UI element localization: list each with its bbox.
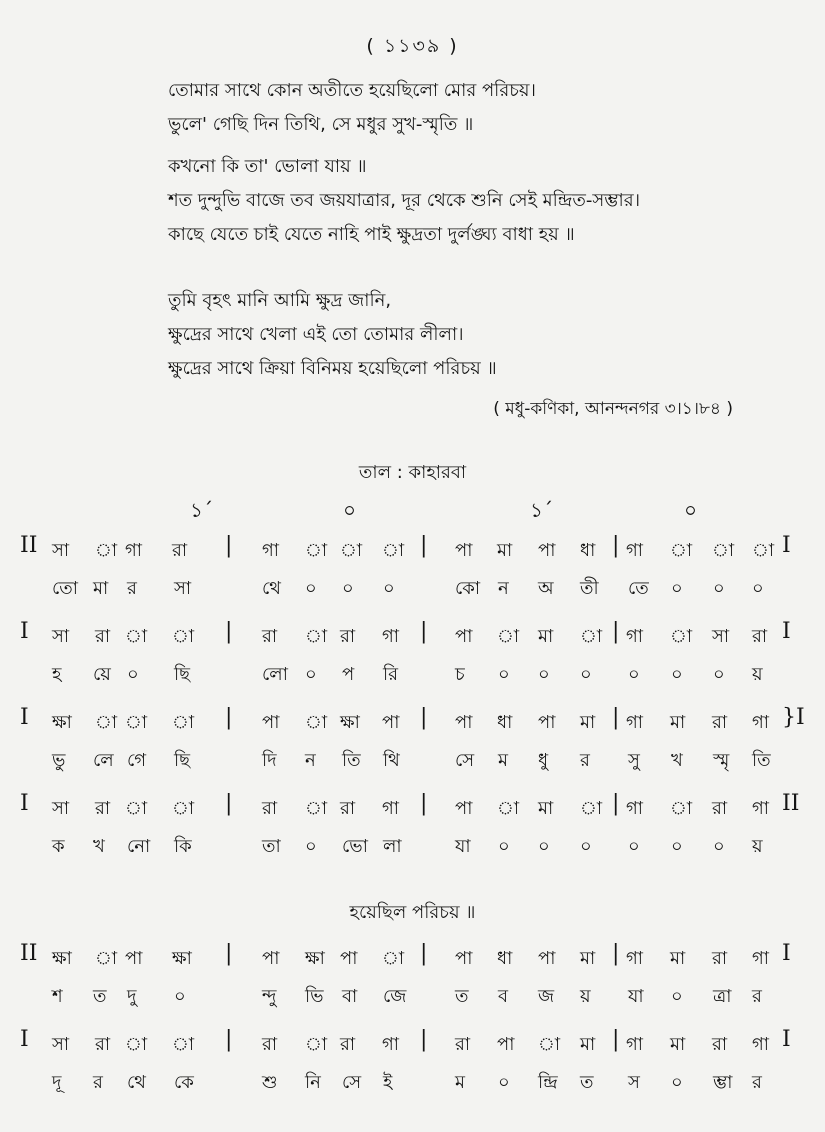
swara-note: গা [752, 798, 770, 819]
swara-note: গা [382, 798, 400, 819]
lyric-syllable: ০ [671, 1072, 683, 1093]
swara-note: মা [670, 712, 686, 733]
lyric-syllable: রি [383, 664, 399, 685]
swara-note: গা [382, 626, 400, 647]
barline: II [782, 791, 800, 816]
swara-note: া [305, 540, 328, 561]
lyric-syllable: ত [580, 1072, 594, 1093]
verse-line: ক্ষুদ্রের সাথে ক্রিয়া বিনিময় হয়েছিলো পরিচয় ॥ [168, 358, 497, 379]
lyric-syllable: প [342, 664, 355, 685]
swara-note: া [172, 1034, 195, 1055]
lyric-syllable: ম্ভা [713, 1072, 733, 1093]
swara-note: রা [340, 1034, 356, 1055]
swara-note: গা [382, 1034, 400, 1055]
swara-note: পা [538, 712, 556, 733]
lyric-syllable: ০ [713, 578, 725, 599]
lyric-syllable: নো [127, 836, 151, 857]
lyric-syllable: ০ [174, 986, 186, 1007]
lyric-syllable: র [752, 986, 762, 1007]
swara-row [0, 619, 825, 652]
lyric-syllable: কি [174, 836, 192, 857]
swara-note: ক্ষা [52, 712, 72, 733]
swara-note: গা [626, 540, 644, 561]
lyric-syllable: সু [628, 750, 640, 771]
barline: | [420, 533, 428, 558]
swara-note: ধা [497, 948, 513, 969]
lyric-syllable: বা [342, 986, 358, 1007]
lyric-syllable: কে [174, 1072, 194, 1093]
notation-line [0, 1027, 825, 1110]
notation-line [0, 705, 825, 788]
lyric-syllable: ন [305, 750, 316, 771]
swara-note: া [125, 626, 148, 647]
barline: II [20, 941, 38, 966]
lyric-syllable: র [127, 578, 137, 599]
swara-note: রা [172, 540, 188, 561]
barline: | [225, 705, 233, 730]
lyric-syllable: ত [455, 986, 469, 1007]
barline: I [20, 791, 29, 816]
notation-line [0, 619, 825, 702]
lyric-syllable: ০ [498, 1072, 510, 1093]
lyric-syllable: র [580, 750, 590, 771]
swara-note: গা [262, 540, 280, 561]
swara-note: া [538, 1034, 561, 1055]
barline: | [225, 533, 233, 558]
swara-note: পা [262, 712, 280, 733]
barline: | [420, 705, 428, 730]
lyric-syllable: লো [262, 664, 288, 685]
lyric-syllable: তি [342, 750, 361, 771]
swara-note: মা [580, 1034, 596, 1055]
swara-note: া [125, 712, 148, 733]
swara-note: া [95, 948, 118, 969]
swara-note: া [670, 798, 693, 819]
lyric-syllable: ০ [305, 836, 317, 857]
swara-row [0, 1027, 825, 1060]
lyric-syllable: হ [52, 664, 62, 685]
lyric-syllable: গে [127, 750, 147, 771]
lyric-syllable: সে [455, 750, 475, 771]
swara-note: সা [52, 798, 70, 819]
barline: | [420, 791, 428, 816]
verse-line: ভুলে' গেছি দিন তিথি, সে মধুর সুখ-স্মৃতি ॥ [168, 114, 474, 135]
lyric-syllable: থে [127, 1072, 146, 1093]
swara-note: রা [340, 626, 356, 647]
lyric-syllable: তী [580, 578, 599, 599]
lyric-row [0, 746, 825, 776]
swara-note: া [670, 626, 693, 647]
swara-note: রা [712, 1034, 728, 1055]
swara-note: রা [95, 626, 111, 647]
swara-note: গা [125, 540, 143, 561]
swara-note: রা [712, 798, 728, 819]
lyric-syllable: ০ [671, 664, 683, 685]
lyric-syllable: ০ [752, 578, 764, 599]
lyric-syllable: ম [498, 750, 508, 771]
lyric-syllable: সে [342, 1072, 362, 1093]
lyric-syllable: ০ [342, 578, 354, 599]
lyric-syllable: তা [262, 836, 281, 857]
lyric-syllable: ০ [305, 578, 317, 599]
lyric-syllable: ০ [580, 664, 592, 685]
swara-note: া [497, 626, 520, 647]
swara-note: পা [262, 948, 280, 969]
swara-note: া [172, 798, 195, 819]
verse-line: ক্ষুদ্রের সাথে খেলা এই তো তোমার লীলা। [168, 324, 464, 345]
lyric-syllable: শু [262, 1072, 278, 1093]
swara-note: মা [580, 948, 596, 969]
barline: | [420, 941, 428, 966]
swara-note: রা [262, 798, 278, 819]
swara-note: া [497, 798, 520, 819]
swara-note: রা [262, 1034, 278, 1055]
swara-note: া [340, 540, 363, 561]
lyric-syllable: ভু [52, 750, 66, 771]
swara-note: মা [670, 948, 686, 969]
lyric-syllable: তো [52, 578, 79, 599]
lyric-syllable: ০ [498, 664, 510, 685]
lyric-syllable: ০ [713, 836, 725, 857]
lyric-syllable: ০ [713, 664, 725, 685]
lyric-syllable: ই [383, 1072, 393, 1093]
verse-line: তোমার সাথে কোন অতীতে হয়েছিলো মোর পরিচয়। [168, 80, 536, 101]
swara-note: ক্ষা [172, 948, 192, 969]
verse-line: কাছে যেতে চাই যেতে নাহি পাই ক্ষুদ্রতা দুর্লঙ্ঘ্য বাধা হয় ॥ [168, 224, 575, 245]
notation-line [0, 533, 825, 616]
lyric-syllable: ক [52, 836, 65, 857]
lyric-syllable: জে [383, 986, 407, 1007]
swara-note: পা [340, 948, 358, 969]
swara-row [0, 941, 825, 974]
lyric-syllable: খ [93, 836, 105, 857]
lyric-syllable: ত্রা [713, 986, 732, 1007]
lyric-syllable: জ [538, 986, 555, 1007]
barline: | [420, 1027, 428, 1052]
lyric-syllable: নি [305, 1072, 321, 1093]
swara-note: রা [95, 798, 111, 819]
verse-line: কখনো কি তা' ভোলা যায় ॥ [168, 156, 367, 177]
swara-note: া [125, 1034, 148, 1055]
swara-note: া [125, 798, 148, 819]
lyric-syllable: র [752, 1072, 762, 1093]
lyric-syllable: য় [752, 664, 763, 685]
lyric-syllable: দি [262, 750, 277, 771]
beat-mark: ০ [343, 498, 357, 522]
lyric-syllable: চ [455, 664, 465, 685]
lyric-syllable: ছি [174, 664, 191, 685]
lyric-syllable: যা [455, 836, 471, 857]
verse-line: শত দুন্দুভি বাজে তব জয়যাত্রার, দূর থেকে শুনি সেই মন্দ্রিত-সম্ভার। [168, 190, 641, 211]
swara-note: পা [455, 948, 473, 969]
lyric-syllable: শ [52, 986, 63, 1007]
lyric-syllable: ছি [174, 750, 191, 771]
swara-note: া [305, 626, 328, 647]
barline: | [420, 619, 428, 644]
barline: I [782, 941, 791, 966]
swara-note: রা [712, 712, 728, 733]
swara-note: গা [626, 1034, 644, 1055]
lyric-syllable: ০ [383, 578, 395, 599]
lyric-syllable: ০ [498, 836, 510, 857]
taal-heading: তাল : কাহারবা [358, 462, 467, 483]
lyric-syllable: স্মৃ [713, 750, 730, 771]
barline: I [782, 1027, 791, 1052]
lyric-syllable: য় [752, 836, 763, 857]
swara-note: গা [752, 1034, 770, 1055]
swara-note: গা [626, 712, 644, 733]
barline: | [612, 533, 620, 558]
lyrics-stanza-1 [168, 74, 808, 142]
swara-note: পা [455, 540, 473, 561]
swara-row [0, 533, 825, 566]
swara-note: পা [455, 626, 473, 647]
swara-note: সা [52, 540, 70, 561]
swara-note: া [172, 712, 195, 733]
swara-note: া [382, 540, 405, 561]
swara-note: রা [752, 626, 768, 647]
lyric-syllable: যা [628, 986, 644, 1007]
barline: I [782, 533, 791, 558]
swara-note: সা [52, 1034, 70, 1055]
lyric-syllable: সা [174, 578, 192, 599]
barline: | [612, 941, 620, 966]
lyric-syllable: তে [628, 578, 649, 599]
swara-note: রা [95, 1034, 111, 1055]
lyric-syllable: লে [93, 750, 114, 771]
lyric-row [0, 982, 825, 1012]
swara-note: রা [712, 948, 728, 969]
swara-note: গা [626, 626, 644, 647]
lyric-syllable: ০ [538, 836, 550, 857]
lyric-row [0, 574, 825, 604]
barline: II [20, 533, 38, 558]
swara-note: পা [455, 798, 473, 819]
lyric-row [0, 660, 825, 690]
lyric-syllable: ০ [538, 664, 550, 685]
lyric-row [0, 832, 825, 862]
swara-note: গা [626, 798, 644, 819]
swara-note: মা [670, 1034, 686, 1055]
beat-marks [0, 496, 825, 524]
beat-mark: ১´ [190, 498, 213, 522]
lyric-syllable: ভি [305, 986, 324, 1007]
lyric-syllable: ০ [580, 836, 592, 857]
swara-note: রা [340, 798, 356, 819]
lyric-syllable: ০ [305, 664, 317, 685]
lyric-syllable: তি [752, 750, 771, 771]
swara-note: া [95, 712, 118, 733]
swara-note: ধা [580, 540, 596, 561]
notation-line [0, 791, 825, 874]
lyric-syllable: দূ [52, 1072, 62, 1093]
swara-note: া [305, 798, 328, 819]
barline: I [782, 619, 791, 644]
lyric-syllable: মা [93, 578, 109, 599]
barline: | [225, 941, 233, 966]
lyric-syllable: কো [455, 578, 481, 599]
lyric-syllable: ব [498, 986, 509, 1007]
swara-row [0, 705, 825, 738]
barline: }I [782, 705, 805, 730]
swara-note: রা [455, 1034, 471, 1055]
lyrics-stanza-2 [168, 150, 808, 252]
lyric-syllable: ম [455, 1072, 465, 1093]
swara-note: া [172, 626, 195, 647]
lyric-syllable: ভো [342, 836, 368, 857]
swara-note: সা [712, 626, 730, 647]
barline: | [225, 791, 233, 816]
swara-note: া [305, 1034, 328, 1055]
swara-note: া [712, 540, 735, 561]
lyric-syllable: য় [580, 986, 591, 1007]
lyric-syllable: য়ে [93, 664, 111, 685]
lyric-syllable: ০ [628, 664, 640, 685]
barline: | [225, 1027, 233, 1052]
barline: | [612, 619, 620, 644]
swara-note: পা [125, 948, 143, 969]
lyric-syllable: অ [538, 578, 554, 599]
swara-note: মা [538, 626, 554, 647]
swara-note: মা [497, 540, 513, 561]
lyric-syllable: ০ [127, 664, 139, 685]
swara-note: ক্ষা [340, 712, 360, 733]
swara-note: মা [580, 712, 596, 733]
lyric-syllable: ০ [671, 836, 683, 857]
lyric-syllable: থে [262, 578, 281, 599]
verse-line: তুমি বৃহৎ মানি আমি ক্ষুদ্র জানি, [168, 290, 392, 311]
swara-note: া [305, 712, 328, 733]
swara-note: ক্ষা [52, 948, 72, 969]
lyric-syllable: ০ [628, 836, 640, 857]
notation-line [0, 941, 825, 1024]
lyric-syllable: থি [383, 750, 400, 771]
swara-row [0, 791, 825, 824]
barline: | [612, 705, 620, 730]
lyric-syllable: ন [498, 578, 509, 599]
lyric-syllable: ন্দু [262, 986, 277, 1007]
swara-note: পা [382, 712, 400, 733]
barline: | [612, 791, 620, 816]
page-number: ( ১১৩৯ ) [366, 35, 459, 57]
swara-note: া [670, 540, 693, 561]
lyric-syllable: ন্দ্রি [538, 1072, 558, 1093]
swara-note: গা [752, 948, 770, 969]
beat-mark: ০ [684, 498, 698, 522]
barline: | [225, 619, 233, 644]
barline: | [612, 1027, 620, 1052]
barline: I [20, 705, 29, 730]
lyric-syllable: খ [671, 750, 683, 771]
swara-note: া [580, 798, 603, 819]
swara-note: পা [538, 540, 556, 561]
lyrics-stanza-3 [168, 284, 808, 386]
source-citation: ( মধু-কণিকা, আনন্দনগর ৩।১।৮৪ ) [493, 399, 733, 419]
barline: I [20, 1027, 29, 1052]
lyric-row [0, 1068, 825, 1098]
lyric-syllable: লা [383, 836, 402, 857]
swara-note: ক্ষা [305, 948, 325, 969]
beat-mark: ১´ [530, 498, 553, 522]
swara-note: া [752, 540, 775, 561]
refrain-heading: হয়েছিল পরিচয় ॥ [349, 902, 476, 923]
lyric-syllable: স [628, 1072, 640, 1093]
lyric-syllable: ত [93, 986, 107, 1007]
lyric-syllable: র [93, 1072, 103, 1093]
swara-note: া [95, 540, 118, 561]
swara-note: পা [455, 712, 473, 733]
lyric-syllable: দু [127, 986, 137, 1007]
swara-note: গা [752, 712, 770, 733]
swara-note: পা [497, 1034, 515, 1055]
swara-note: সা [52, 626, 70, 647]
barline: I [20, 619, 29, 644]
swara-note: পা [538, 948, 556, 969]
swara-note: মা [538, 798, 554, 819]
swara-note: গা [626, 948, 644, 969]
swara-note: ধা [497, 712, 513, 733]
swara-note: া [580, 626, 603, 647]
lyric-syllable: ০ [671, 578, 683, 599]
swara-note: রা [262, 626, 278, 647]
swara-note: া [382, 948, 405, 969]
lyric-syllable: ০ [671, 986, 683, 1007]
lyric-syllable: ধু [538, 750, 549, 771]
